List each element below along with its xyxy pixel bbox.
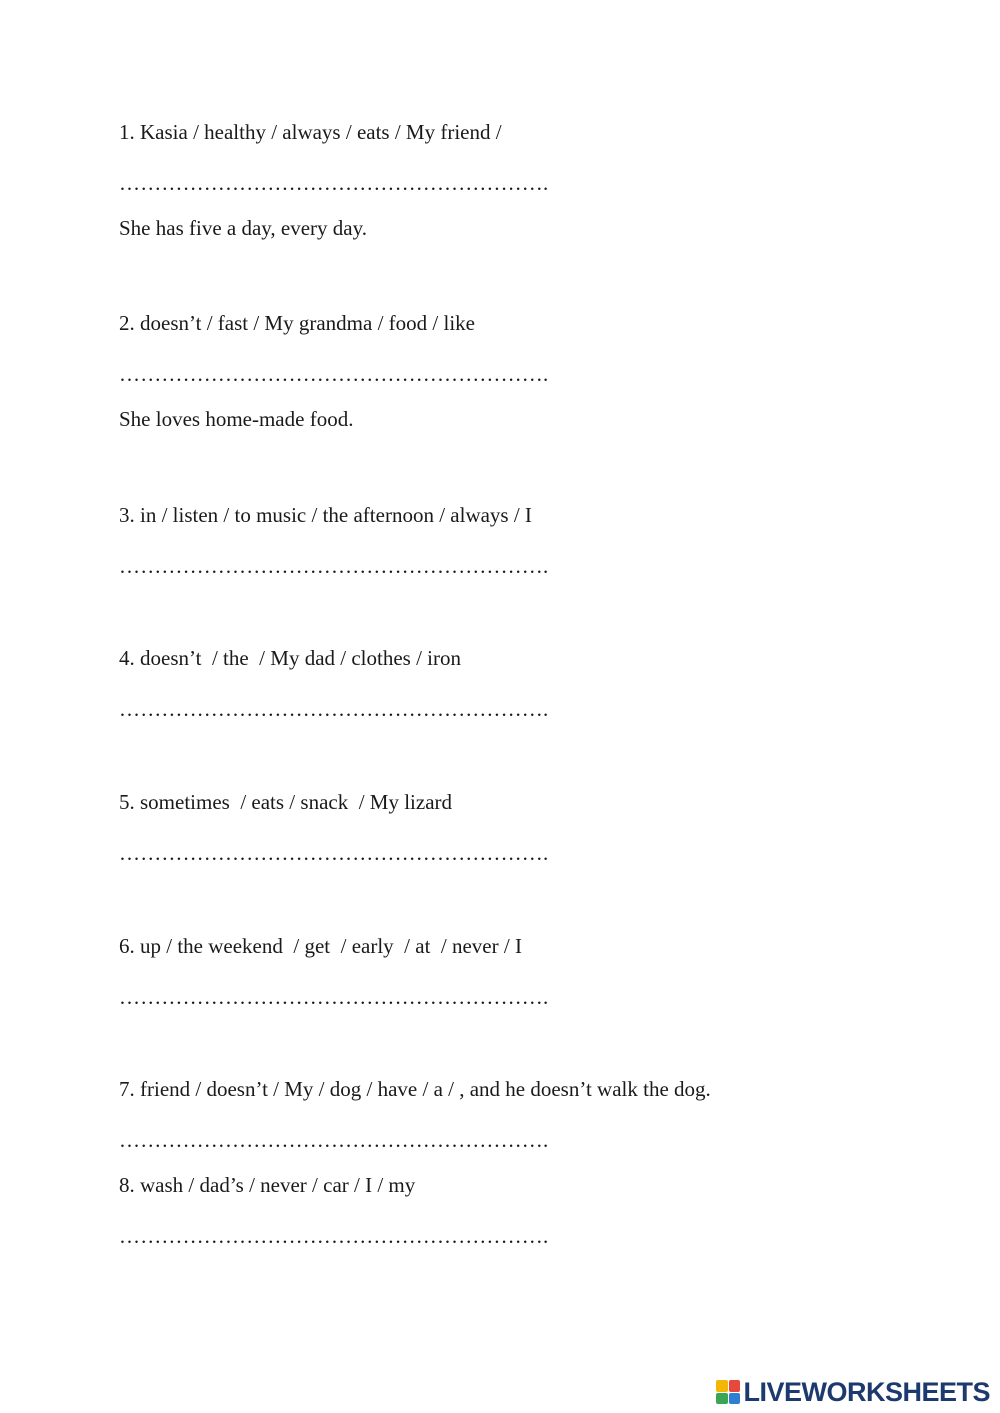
- answer-6-blank[interactable]: …………………………………………………….: [119, 985, 549, 1009]
- question-3-prompt: 3. in / listen / to music / the afternoon / always / I: [119, 503, 532, 527]
- answer-7-blank[interactable]: …………………………………………………….: [119, 1128, 549, 1152]
- answer-8-blank[interactable]: …………………………………………………….: [119, 1224, 549, 1248]
- answer-4-blank[interactable]: …………………………………………………….: [119, 697, 549, 721]
- question-2-prompt: 2. doesn’t / fast / My grandma / food / like: [119, 311, 475, 335]
- logo-square-green: [716, 1393, 728, 1405]
- answer-2-blank[interactable]: …………………………………………………….: [119, 362, 549, 386]
- logo-square-yellow: [716, 1380, 728, 1392]
- question-1-prompt: 1. Kasia / healthy / always / eats / My friend /: [119, 120, 502, 144]
- logo-square-blue: [729, 1393, 741, 1405]
- answer-3-blank[interactable]: …………………………………………………….: [119, 554, 549, 578]
- logo-square-red: [729, 1380, 741, 1392]
- question-1-continuation: She has five a day, every day.: [119, 216, 368, 240]
- logo-wordmark: LIVEWORKSHEETS: [743, 1377, 990, 1407]
- answer-5-blank[interactable]: …………………………………………………….: [119, 841, 549, 865]
- liveworksheets-logo: [716, 1377, 990, 1407]
- liveworksheets-logo-icon: [716, 1380, 740, 1404]
- question-4-prompt: 4. doesn’t / the / My dad / clothes / iron: [119, 646, 461, 670]
- question-2-continuation: She loves home-made food.: [119, 407, 354, 431]
- answer-1-blank[interactable]: …………………………………………………….: [119, 171, 549, 195]
- question-6-prompt: 6. up / the weekend / get / early / at / never / I: [119, 934, 522, 958]
- question-8-prompt: 8. wash / dad’s / never / car / I / my: [119, 1173, 416, 1197]
- question-7-prompt: 7. friend / doesn’t / My / dog / have / a / , and he doesn’t walk the dog.: [119, 1077, 711, 1101]
- question-5-prompt: 5. sometimes / eats / snack / My lizard: [119, 790, 453, 814]
